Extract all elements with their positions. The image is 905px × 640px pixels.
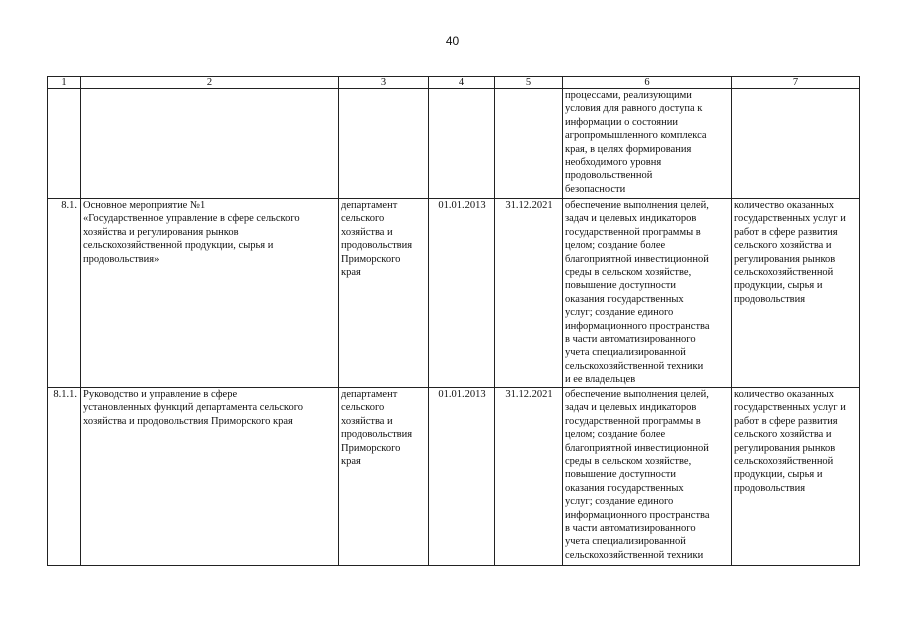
activity-name xyxy=(81,89,339,199)
column-header: 5 xyxy=(495,77,563,89)
start-date: 01.01.2013 xyxy=(429,199,495,388)
end-date: 31.12.2021 xyxy=(495,199,563,388)
executor: департамент сельского хозяйства и продовольствия Приморского края xyxy=(339,388,429,566)
expected-result: обеспечение выполнения целей, задач и целевых индикаторов государственной программы в целом; создание более благоприятной инвестиционной среды в сельском хозяйстве, повышение доступности оказания государственных услуг; создание единого информационного пространства в части автоматизированного учета специализированной сельскохозяйственной техники xyxy=(563,388,732,566)
end-date: 31.12.2021 xyxy=(495,388,563,566)
table-row xyxy=(48,89,860,199)
start-date: 01.01.2013 xyxy=(429,388,495,566)
column-header: 4 xyxy=(429,77,495,89)
row-number: 8.1.1. xyxy=(48,388,81,566)
executor xyxy=(339,89,429,199)
target-indicator xyxy=(732,89,860,199)
table-header-row xyxy=(48,77,860,89)
column-header: 6 xyxy=(563,77,732,89)
activity-name: Руководство и управление в сфере установленных функций департамента сельского хозяйства и продовольствия Приморского края xyxy=(81,388,339,566)
table-row xyxy=(48,199,860,388)
executor: департамент сельского хозяйства и продовольствия Приморского края xyxy=(339,199,429,388)
target-indicator: количество оказанных государственных услуг и работ в сфере развития сельского хозяйства и регулирования рынков сельскохозяйственной продукции, сырья и продовольствия xyxy=(732,388,860,566)
end-date xyxy=(495,89,563,199)
table-row xyxy=(48,388,860,566)
activity-name: Основное мероприятие №1 «Государственное управление в сфере сельского хозяйства и регулирования рынков сельскохозяйственной продукции, сырья и продовольствия» xyxy=(81,199,339,388)
program-table xyxy=(47,76,860,566)
expected-result: процессами, реализующими условия для равного доступа к информации о состоянии агропромышленного комплекса края, в целях формирования необходимого уровня продовольственной безопасности xyxy=(563,89,732,199)
expected-result: обеспечение выполнения целей, задач и целевых индикаторов государственной программы в целом; создание более благоприятной инвестиционной среды в сельском хозяйстве, повышение доступности оказания государственных услуг; создание единого информационного пространства в части автоматизированного учета специализированной сельскохозяйственной техники и ее владельцев xyxy=(563,199,732,388)
column-header: 2 xyxy=(81,77,339,89)
row-number: 8.1. xyxy=(48,199,81,388)
page-number: 40 xyxy=(445,34,460,48)
target-indicator: количество оказанных государственных услуг и работ в сфере развития сельского хозяйства и регулирования рынков сельскохозяйственной продукции, сырья и продовольствия xyxy=(732,199,860,388)
column-header: 7 xyxy=(732,77,860,89)
column-header: 1 xyxy=(48,77,81,89)
start-date xyxy=(429,89,495,199)
column-header: 3 xyxy=(339,77,429,89)
row-number xyxy=(48,89,81,199)
